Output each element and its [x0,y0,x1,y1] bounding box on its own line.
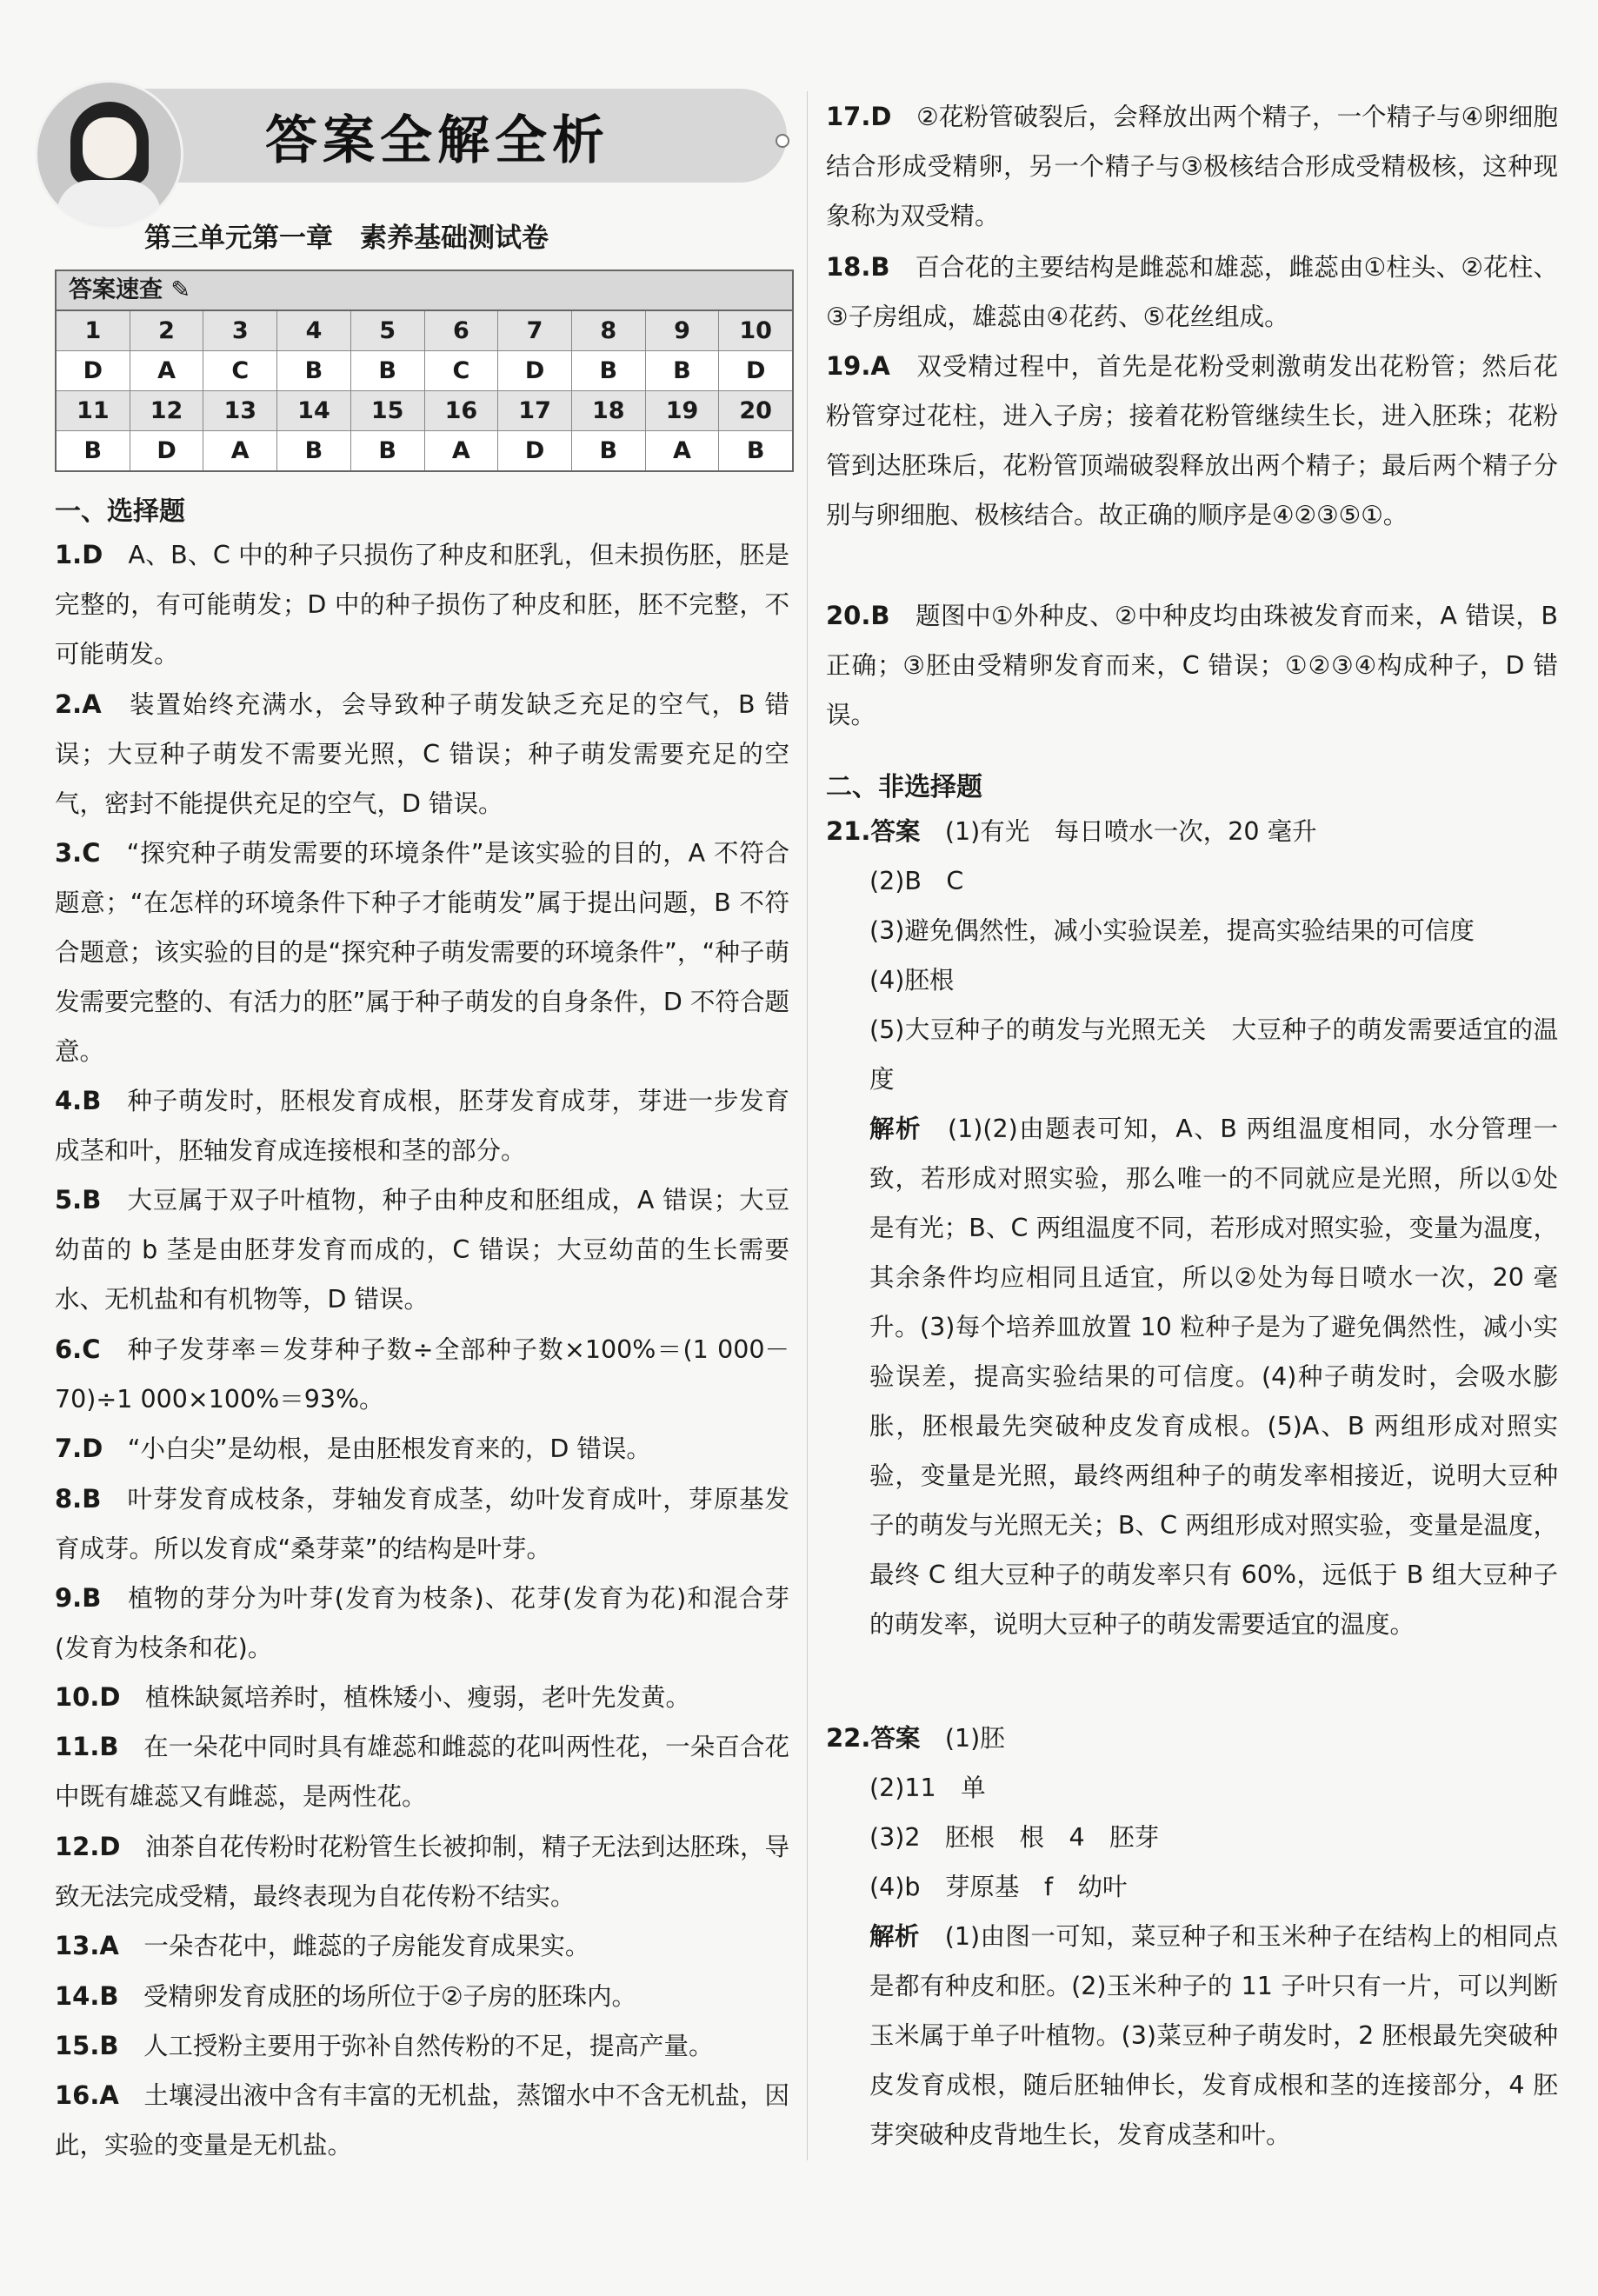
question-item: 12.D 油茶自花传粉时花粉管生长被抑制，精子无法到达胚珠，导致无法完成受精，最终表现为自花传粉不结实。 [55,1832,789,1911]
header-banner [35,80,787,191]
question-item: 14.B 受精卵发育成胚的场所位于②子房的胚珠内。 [55,1981,637,2011]
question-item: 19.A 双受精过程中，首先是花粉受刺激萌发出花粉管；然后花粉管穿过花柱，进入子房；接着花粉管继续生长，进入胚珠；花粉管到达胚珠后，花粉管顶端破裂释放出两个精子；最后两个精子分别与卵细胞、极核结合。故正确的顺序是④②③⑤①。 [826,351,1558,529]
test-subtitle: 第三单元第一章 素养基础测试卷 [144,223,549,254]
answer-row-numbers: 11 12 13 14 15 16 17 18 19 20 [57,391,792,431]
question-21: 21.答案 (1)有光 每日喷水一次，20 毫升 (2)B C (3)避免偶然性，减小实验误差，提高实验结果的可信度 (4)胚根 (5)大豆种子的萌发与光照无关 大豆种子的萌发需要适宜的温度 解析 (1)(2)由题表可知，A、B 两组温度相同，水分管理一致，若形成对照实验，那么唯一的不同就应是光照，所以①处是有光；B、C 两组温度不同，若形成对照实验，变量为温度，其余条件均应相同且适宜，所以②处为每日喷水一次，20 毫升。(3)每个培养皿放置 10 粒种子是为了避免偶然性，减小实验误差，提高实验结果的可信度。(4)种子萌发时，会吸水膨胀，胚根最先突破种皮发育成根。(5)A、B 两组形成对照实验，变量是光照，最终两组种子的萌发率相接近，说明大豆种子的萌发与光照无关；B、C 两组形成对照实验，变量是温度，最终 C 组大豆种子的萌发率只有 60%，远低于 B 组大豆种子的萌发率，说明大豆种子的萌发需要适宜的温度。 [826,816,1558,1639]
answer-table-label: 答案速查 ✎ [57,271,792,311]
question-item: 20.B 题图中①外种皮、②中种皮均由珠被发育而来，A 错误，B 正确；③胚由受精卵发育而来，C 错误；①②③④构成种子，D 错误。 [826,601,1558,729]
answer-quick-table [55,270,794,472]
question-item: 9.B 植物的芽分为叶芽(发育为枝条)、花芽(发育为花)和混合芽(发育为枝条和花)。 [55,1583,789,1662]
question-item: 4.B 种子萌发时，胚根发育成根，胚芽发育成芽，芽进一步发育成茎和叶，胚轴发育成连接根和茎的部分。 [55,1086,789,1165]
pen-icon: ✎ [170,276,191,303]
column-divider [807,91,808,2160]
question-item: 15.B 人工授粉主要用于弥补自然传粉的不足，提高产量。 [55,2031,714,2060]
section-heading-nonchoice: 二、非选择题 [826,772,982,802]
answer-row-numbers: 1 2 3 4 5 6 7 8 9 10 [57,311,792,351]
girl-illustration [35,80,183,229]
question-item: 3.C “探究种子萌发需要的环境条件”是该实验的目的，A 不符合题意；“在怎样的环境条件下种子才能萌发”属于提出问题，B 不符合题意；该实验的目的是“探究种子萌发需要的环境条件”，“种子萌发需要完整的、有活力的胚”属于种子萌发的自身条件，D 不符合题意。 [55,838,789,1066]
question-item: 11.B 在一朵花中同时具有雄蕊和雌蕊的花叫两性花，一朵百合花中既有雄蕊又有雌蕊，是两性花。 [55,1732,789,1811]
answer-row-letters: B D A B B A D B A B [57,431,792,470]
question-item: 6.C 种子发芽率＝发芽种子数÷全部种子数×100%＝(1 000－70)÷1 000×100%＝93%。 [55,1334,789,1414]
question-item: 10.D 植株缺氮培养时，植株矮小、瘦弱，老叶先发黄。 [55,1682,690,1712]
question-22: 22.答案 (1)胚 (2)11 单 (3)2 胚根 根 4 胚芽 (4)b 芽原基 f 幼叶 解析 (1)由图一可知，菜豆种子和玉米种子在结构上的相同点是都有种皮和胚。(2)玉米种子的 11 子叶只有一片，可以判断玉米属于单子叶植物。(3)菜豆种子萌发时，2 胚根最先突破种皮发育成根，随后胚轴伸长，发育成根和茎的连接部分，4 胚芽突破种皮背地生长，发育成茎和叶。 [826,1723,1558,2149]
question-item: 8.B 叶芽发育成枝条，芽轴发育成茎，幼叶发育成叶，芽原基发育成芽。所以发育成“桑芽菜”的结构是叶芽。 [55,1484,789,1563]
question-item: 13.A 一朵杏花中，雌蕊的子房能发育成果实。 [55,1931,590,1960]
answer-row-letters: D A C B B C D B B D [57,351,792,391]
section-heading-choice: 一、选择题 [55,496,185,527]
question-item: 7.D “小白尖”是幼根，是由胚根发育来的，D 错误。 [55,1434,651,1463]
question-item: 2.A 装置始终充满水，会导致种子萌发缺乏充足的空气，B 错误；大豆种子萌发不需要光照，C 错误；种子萌发需要充足的空气，密封不能提供充足的空气，D 错误。 [55,689,789,818]
question-item: 16.A 土壤浸出液中含有丰富的无机盐，蒸馏水中不含无机盐，因此，实验的变量是无机盐。 [55,2080,789,2160]
ring-icon [776,134,789,148]
question-item: 17.D ②花粉管破裂后，会释放出两个精子，一个精子与④卵细胞结合形成受精卵，另一个精子与③极核结合形成受精极核，这种现象称为双受精。 [826,102,1558,230]
question-item: 18.B 百合花的主要结构是雌蕊和雄蕊，雌蕊由①柱头、②花柱、③子房组成，雄蕊由④花药、⑤花丝组成。 [826,252,1558,331]
question-item: 5.B 大豆属于双子叶植物，种子由种皮和胚组成，A 错误；大豆幼苗的 b 茎是由胚芽发育而成的，C 错误；大豆幼苗的生长需要水、无机盐和有机物等，D 错误。 [55,1185,789,1314]
question-item: 1.D A、B、C 中的种子只损伤了种皮和胚乳，但未损伤胚，胚是完整的，有可能萌发；D 中的种子损伤了种皮和胚，胚不完整，不可能萌发。 [55,540,789,669]
page-title: 答案全解全析 [265,110,609,171]
